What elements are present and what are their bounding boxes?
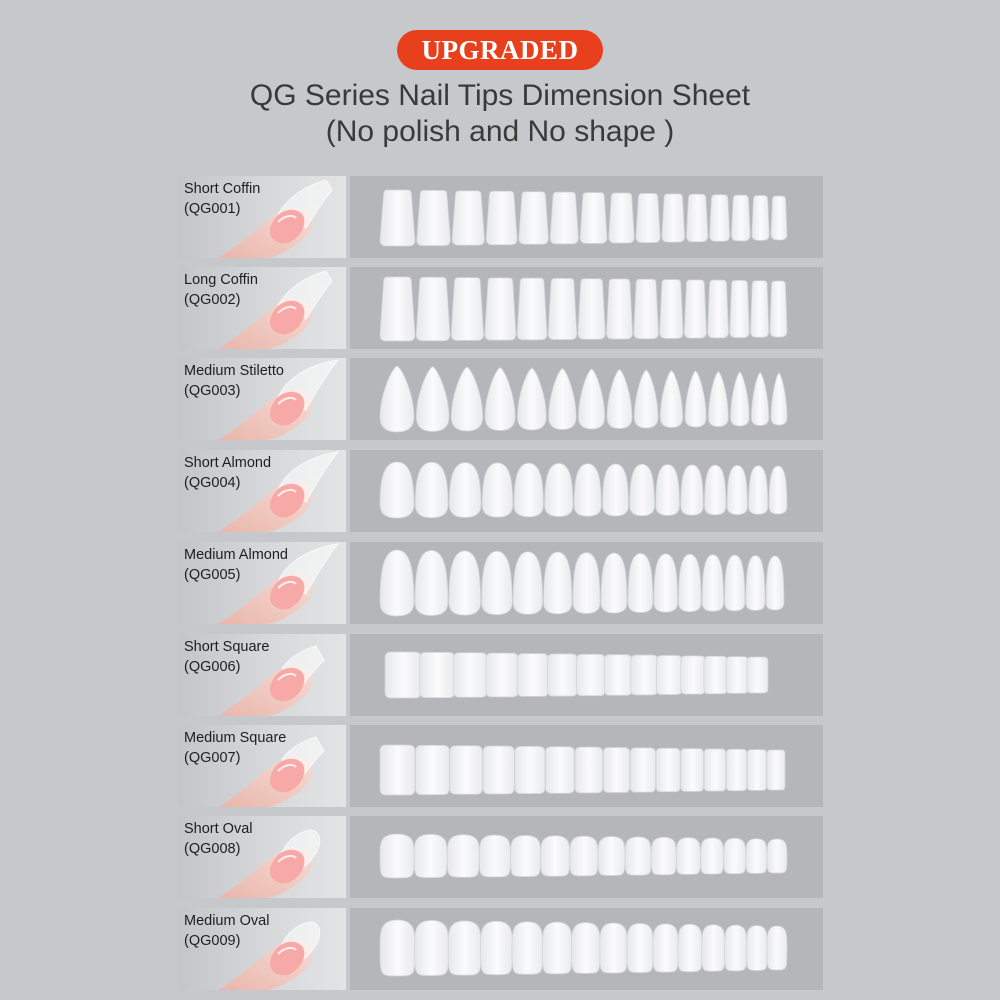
nail-tip-icon [482,551,513,614]
finger-preview [178,176,346,258]
nail-tip-icon [576,654,605,695]
nail-tip-icon [514,463,543,517]
nail-tip-icon [701,838,724,874]
shape-label [184,545,288,585]
nail-tip-icon [417,190,451,245]
nail-tip-icon [705,465,726,515]
nail-tip-icon [578,369,604,429]
nail-tip-icon [451,367,482,431]
nail-tip-icon [449,463,481,518]
nail-tip-icon [547,654,577,696]
nail-tip-icon [448,921,481,975]
tips-strip [350,816,823,898]
nail-tip-icon [704,749,726,791]
nail-tip-icon [546,747,575,793]
shape-name: Short Almond [184,455,272,471]
page-subtitle: (No polish and No shape ) [325,115,675,148]
size-row [178,725,823,807]
finger-preview [178,542,346,624]
size-row [178,267,823,349]
nail-tip-icon [580,193,607,244]
nail-tip-icon [601,553,627,613]
nail-tip-icon [607,279,633,339]
shape-label [184,453,271,493]
nail-tip-icon [767,839,787,873]
nail-tip-icon [578,279,605,340]
shape-code: (QG008) [184,841,241,857]
shape-code: (QG005) [184,567,241,583]
nail-tip-icon [485,368,515,431]
nail-tip-icon [731,372,750,426]
nail-tip-icon [451,278,483,341]
nail-tip-icon [710,195,730,242]
size-row [178,176,823,258]
nail-tip-icon [749,466,768,515]
shape-code: (QG002) [184,292,241,308]
nail-tip-icon [542,922,572,974]
nail-tip-icon [676,838,700,875]
nail-tip-icon [548,278,577,339]
shape-label [184,637,269,677]
shape-label [184,819,253,859]
nail-tip-icon [511,835,541,876]
nail-tip-icon [603,464,629,516]
nail-tip-icon [545,463,573,516]
nail-tip-icon [708,280,729,338]
nail-tip-icon [380,745,415,795]
nail-tip-icon [541,836,570,876]
nail-tip-icon [575,747,603,793]
nail-tip-icon [771,196,787,240]
nail-tip-icon [486,653,519,697]
nail-tip-icon [452,191,484,245]
upgraded-badge: UPGRADED [397,30,603,70]
shape-label [184,361,284,401]
nail-tip-icon [519,192,549,245]
nail-tip-icon [685,371,706,427]
nail-tip-icon [747,657,768,693]
nail-tip-icon [415,462,448,517]
finger-preview [178,267,346,349]
nail-tip-icon [746,926,767,971]
nail-tip-icon [634,370,658,428]
nail-tip-icon [724,838,746,873]
nail-tip-icon [447,835,479,878]
shape-code: (QG007) [184,750,241,766]
nail-tip-icon [603,748,630,793]
tips-strip [350,725,823,807]
nail-tip-icon [630,464,655,515]
nail-tip-icon [766,556,784,610]
shape-label [184,911,269,951]
finger-preview [178,908,346,990]
nail-tip-icon [380,834,414,878]
nail-tip-icon [731,195,750,241]
nail-tip-icon [653,924,678,972]
nail-tip-icon [416,277,450,340]
nail-tip-icon [607,370,632,429]
nail-tip-icon [751,373,768,426]
nail-tip-icon [727,465,747,514]
finger-preview [178,725,346,807]
nail-tip-icon [414,834,447,877]
page-title: QG Series Nail Tips Dimension Sheet [249,79,751,112]
nail-tip-icon [726,657,748,694]
nail-tip-icon [574,464,601,517]
nail-tip-icon [415,550,448,615]
nail-tip-icon [380,550,414,616]
nail-tip-icon [746,556,765,611]
size-row [178,450,823,532]
nail-tip-icon [453,653,487,697]
nail-tip-icon [544,552,572,614]
shape-code: (QG009) [184,933,241,949]
nail-tip-icon [679,554,702,611]
tips-strip [350,267,823,349]
nail-tip-icon [681,656,705,694]
nail-tip-icon [767,926,787,970]
nail-tip-icon [450,746,483,795]
nail-tip-icon [517,278,547,340]
nail-tip-icon [726,749,746,790]
nail-tip-icon [483,746,514,794]
shape-name: Medium Almond [184,547,288,563]
tips-strip [350,358,823,440]
tips-strip [350,450,823,532]
shape-label [184,270,258,310]
nail-tip-icon [725,925,747,971]
nail-tip-icon [625,837,651,875]
nail-tip-icon [769,466,787,514]
nail-tip-icon [604,655,632,696]
shape-code: (QG004) [184,475,241,491]
nail-tip-icon [517,368,546,430]
shape-label [184,728,286,768]
nail-tip-icon [656,465,680,516]
nail-tip-icon [627,923,653,972]
nail-tip-icon [380,277,415,341]
shape-name: Short Square [184,639,270,655]
finger-preview [178,450,346,532]
size-row [178,816,823,898]
nail-tip-icon [485,278,516,340]
nail-tip-icon [380,366,414,432]
nail-tip-icon [702,925,725,972]
nail-tip-icon [686,194,707,241]
nail-tip-icon [573,553,600,614]
nail-tip-icon [631,655,658,695]
nail-tip-icon [380,462,414,518]
shape-code: (QG003) [184,383,241,399]
nail-tip-icon [486,191,517,244]
nail-tip-icon [609,193,635,243]
shape-name: Long Coffin [184,272,258,288]
nail-tip-icon [628,553,653,612]
nail-tip-icon [656,748,680,792]
size-row [178,542,823,624]
nail-tip-icon [681,749,704,792]
nail-tip-icon [746,839,767,874]
nail-tip-icon [416,745,450,794]
nail-tip-icon [415,920,449,975]
nail-tip-icon [380,190,415,246]
nail-tip-icon [678,924,702,971]
nail-tip-icon [420,652,455,697]
size-row [178,908,823,990]
nail-tip-icon [708,372,728,427]
nail-tip-icon [656,655,682,694]
nail-tip-icon [660,371,682,428]
nail-tip-icon [513,552,542,615]
nail-tip-icon [770,281,787,337]
nail-tip-icon [636,193,660,242]
tips-strip [350,908,823,990]
nail-tip-icon [660,280,683,339]
nail-tip-icon [549,369,577,430]
nail-tip-icon [651,837,676,875]
nail-tip-icon [704,656,727,694]
shape-name: Short Oval [184,821,253,837]
nail-tip-icon [634,279,659,338]
tips-strip [350,542,823,624]
nail-tip-icon [681,465,704,515]
nail-tip-icon [570,836,598,876]
nail-tip-icon [481,921,513,974]
shape-code: (QG001) [184,201,241,217]
finger-preview [178,816,346,898]
nail-tip-icon [380,920,415,976]
nail-tip-icon [512,922,543,975]
nail-tip-icon [730,280,750,337]
nail-tip-icon [416,367,449,432]
tips-strip [350,176,823,258]
nail-tip-icon [684,280,706,338]
nail-tip-icon [702,555,723,612]
nail-tip-icon [747,750,766,791]
nail-tip-icon [517,654,548,697]
tips-strip [350,634,823,716]
nail-tip-icon [550,192,578,244]
nail-tip-icon [598,837,625,876]
nail-tip-icon [479,835,510,877]
finger-preview [178,634,346,716]
shape-label [184,179,260,219]
size-row [178,634,823,716]
shape-name: Medium Oval [184,913,270,929]
nail-tip-icon [662,194,685,242]
nail-tip-icon [449,551,481,615]
shape-name: Medium Square [184,730,287,746]
shape-name: Short Coffin [184,181,261,197]
nail-tip-icon [725,555,745,611]
nail-tip-icon [385,652,421,698]
nail-tip-icon [482,463,513,517]
nail-tip-icon [654,554,678,612]
nail-tip-icon [751,281,769,338]
shape-code: (QG006) [184,659,241,675]
nail-tip-icon [752,196,769,241]
nail-tip-icon [767,750,785,790]
finger-preview [178,358,346,440]
nail-tip-icon [572,923,601,974]
nail-tip-icon [630,748,655,792]
shape-name: Medium Stiletto [184,363,284,379]
nail-tip-icon [771,373,787,425]
size-row [178,358,823,440]
nail-tip-icon [515,746,545,793]
nail-tip-icon [600,923,628,973]
